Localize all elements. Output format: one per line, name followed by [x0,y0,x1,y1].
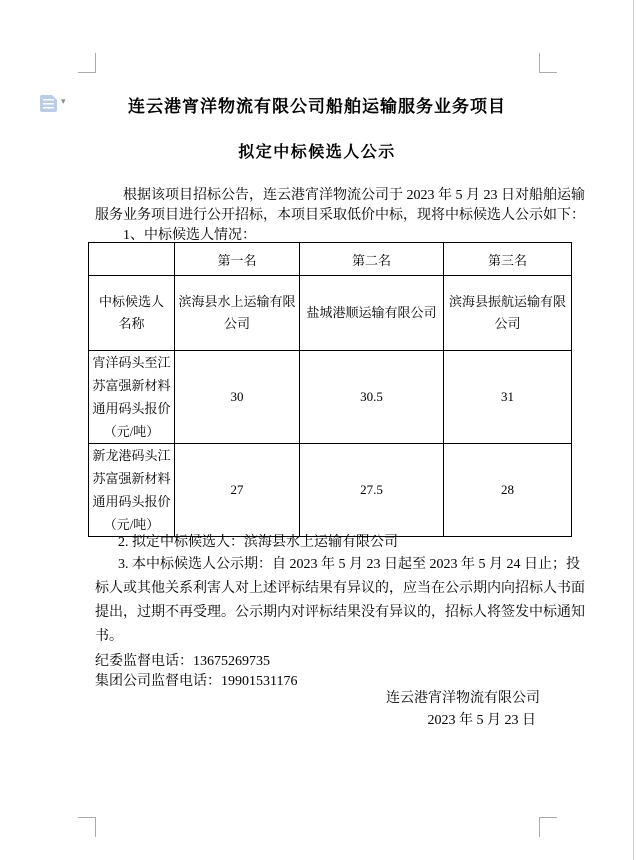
table-row-price-xinlonggang [89,444,572,537]
chevron-down-icon[interactable]: ▾ [61,96,66,106]
item3-line-2: 标人或其他关系利害人对上述评标结果有异议的，应当在公示期内向招标人书面 [95,581,585,596]
bid-candidates-table [88,242,572,537]
row-label-line: 苏富强新材料 [92,471,171,486]
row-label-line: 新龙港码头江 [92,448,171,463]
group-phone-line: 集团公司监督电话：19901531176 [95,674,298,689]
intro-line-1: 根据该项目招标公告，连云港宵洋物流公司于 2023 年 5 月 23 日对船舶运输 [123,188,585,203]
signature-date: 2023 年 5 月 23 日 [427,713,536,728]
cell-price-value: 27 [175,444,300,537]
item3-line-1: 3. 本中标候选人公示期：自 2023 年 5 月 23 日起至 2023 年 5 月 24 日止；投 [118,557,580,572]
signature-company: 连云港宵洋物流有限公司 [386,691,540,706]
margin-crop-mark-top-right [539,53,557,73]
cell-line: 公司 [494,316,521,331]
cell-line: 滨海县水上运输有限 [178,294,296,309]
margin-crop-mark-bottom-right [539,817,557,837]
cell-candidate-2 [300,276,444,351]
header-cell-second: 第二名 [300,243,444,276]
row-label-line: 通用码头报价 [92,494,171,509]
intro-line-2: 服务业务项目进行公开招标，本项目采取低价中标，现将中标候选人公示如下： [95,208,585,223]
cell-price-value: 27.5 [300,444,444,537]
item3-line-3: 提出，过期不再受理。公示期内对评标结果没有异议的，招标人将签发中标通知 [95,605,585,620]
header-cell-first: 第一名 [175,243,300,276]
discipline-phone-line: 纪委监督电话：13675269735 [95,654,270,669]
cell-line: 公司 [223,316,250,331]
row-label-price-xinlonggang [89,444,175,537]
row-label-candidate-name [89,276,175,351]
doc-title-line1: 连云港宵洋物流有限公司船舶运输服务业务项目 [128,97,506,116]
row-label-line: 宵洋码头至江 [92,355,171,370]
cell-price-value: 30 [175,351,300,444]
intro-line-3: 1、中标候选人情况： [123,228,256,243]
table-header-row [89,243,572,276]
header-cell-third: 第三名 [444,243,572,276]
row-label-price-xiaoyang [89,351,175,444]
page-right-edge [633,0,634,860]
item2-proposed-winner: 2. 拟定中标候选人：滨海县水上运输有限公司 [118,535,398,550]
margin-crop-mark-top-left [78,53,96,73]
row-label-line: 通用码头报价 [92,401,171,416]
cell-line: 滨海县振航运输有限 [448,294,566,309]
cell-price-value: 30.5 [300,351,444,444]
margin-crop-mark-bottom-left [78,817,96,837]
row-label-line: 中标候选人 [98,294,164,309]
row-label-line: （元/吨） [103,424,160,439]
cell-candidate-1 [175,276,300,351]
cell-candidate-3 [444,276,572,351]
table-row-price-xiaoyang [89,351,572,444]
cell-price-value: 31 [444,351,572,444]
item3-line-4: 书。 [95,629,123,644]
row-label-line: 苏富强新材料 [92,378,171,393]
row-label-line: （元/吨） [103,517,160,532]
table-row-candidate-names [89,276,572,351]
row-label-line: 名称 [118,316,145,331]
header-cell-empty [89,243,175,276]
doc-title-line2: 拟定中标候选人公示 [238,144,396,161]
cell-price-value: 28 [444,444,572,537]
cell-line: 盐城港顺运输有限公司 [306,305,437,320]
